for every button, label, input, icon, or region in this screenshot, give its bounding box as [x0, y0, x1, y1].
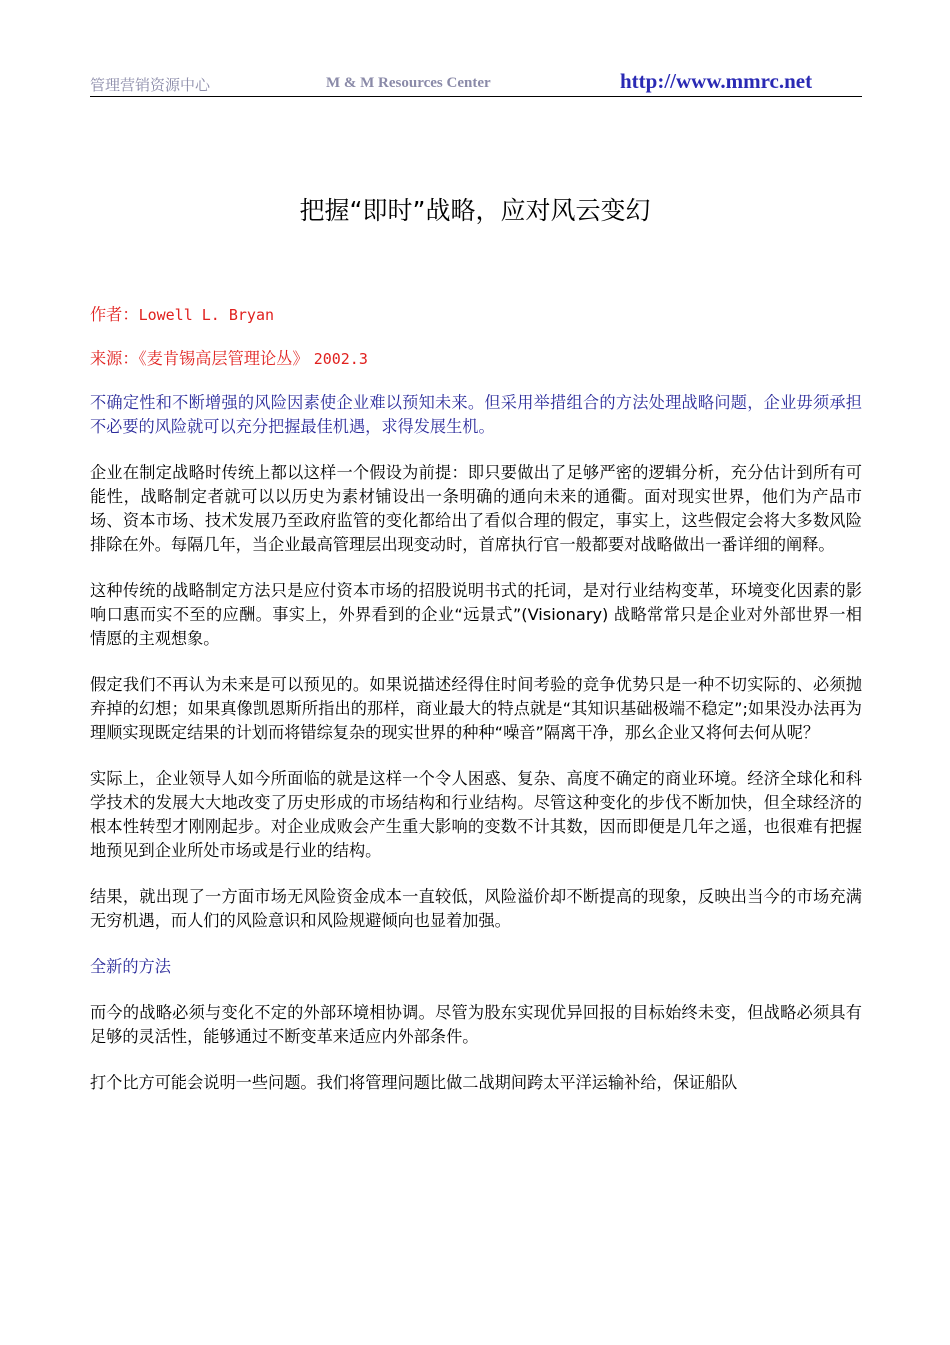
body-paragraph: 实际上，企业领导人如今所面临的就是这样一个令人困惑、复杂、高度不确定的商业环境。经济全球化和科学技术的发展大大地改变了历史形成的市场结构和行业结构。尽管这种变化的步伐不断加快，但全球经济的根本性转型才刚刚起步。对企业成败会产生重大影响的变数不计其数，因而即便是几年之遥，也很难有把握地预见到企业所处市场或是行业的结构。 — [90, 769, 862, 860]
header-english-name: M & M Resources Center — [326, 75, 491, 91]
source-line — [90, 347, 862, 371]
header-url-link[interactable]: http://www.mmrc.net — [620, 69, 813, 93]
body-paragraph: 这种传统的战略制定方法只是应付资本市场的招股说明书式的托词，是对行业结构变革，环境变化因素的影响口惠而实不至的应酬。事实上，外界看到的企业“远景式”(Visionary) 战略常常只是企业对外部世界一相情愿的主观想象。 — [90, 581, 862, 648]
author-name: Lowell L. Bryan — [138, 306, 275, 324]
body-paragraph: 企业在制定战略时传统上都以这样一个假设为前提：即只要做出了足够严密的逻辑分析，充分估计到所有可能性，战略制定者就可以以历史为素材铺设出一条明确的通向未来的通衢。面对现实世界，他们为产品市场、资本市场、技术发展乃至政府监管的变化都给出了看似合理的假定，事实上，这些假定会将大多数风险排除在外。每隔几年，当企业最高管理层出现变动时，首席执行官一般都要对战略做出一番详细的阐释。 — [90, 463, 862, 554]
body-paragraph: 而今的战略必须与变化不定的外部环境相协调。尽管为股东实现优异回报的目标始终未变，但战略必须具有足够的灵活性，能够通过不断变革来适应内外部条件。 — [90, 1003, 862, 1046]
body-paragraph: 打个比方可能会说明一些问题。我们将管理问题比做二战期间跨太平洋运输补给，保证船队 — [90, 1073, 738, 1092]
source-year: 2002.3 — [313, 350, 368, 368]
header-site-name: 管理营销资源中心 — [90, 76, 211, 94]
article-body — [90, 303, 862, 1117]
body-paragraph: 假定我们不再认为未来是可以预见的。如果说描述经得住时间考验的竞争优势只是一种不切实际的、必须抛弃掉的幻想；如果真像凯恩斯所指出的那样，商业最大的特点就是“其知识基础极端不稳定”;如果没办法再为理顺实现既定结果的计划而将错综复杂的现实世界的种种“噪音”隔离干净，那幺企业又将何去何从呢？ — [90, 675, 862, 742]
article-title: 把握“即时”战略，应对风云变幻 — [299, 196, 651, 225]
section-heading: 全新的方法 — [90, 957, 171, 976]
source-label: 来源：《麦肯锡高层管理论丛》 — [90, 349, 309, 368]
author-line — [90, 303, 862, 327]
author-label: 作者： — [90, 305, 139, 324]
body-paragraph: 结果，就出现了一方面市场无风险资金成本一直较低，风险溢价却不断提高的现象，反映出当今的市场充满无穷机遇，而人们的风险意识和风险规避倾向也显着加强。 — [90, 887, 862, 930]
abstract-paragraph: 不确定性和不断增强的风险因素使企业难以预知未来。但采用举措组合的方法处理战略问题，企业毋须承担不必要的风险就可以充分把握最佳机遇，求得发展生机。 — [90, 393, 862, 436]
page-header — [90, 68, 862, 97]
